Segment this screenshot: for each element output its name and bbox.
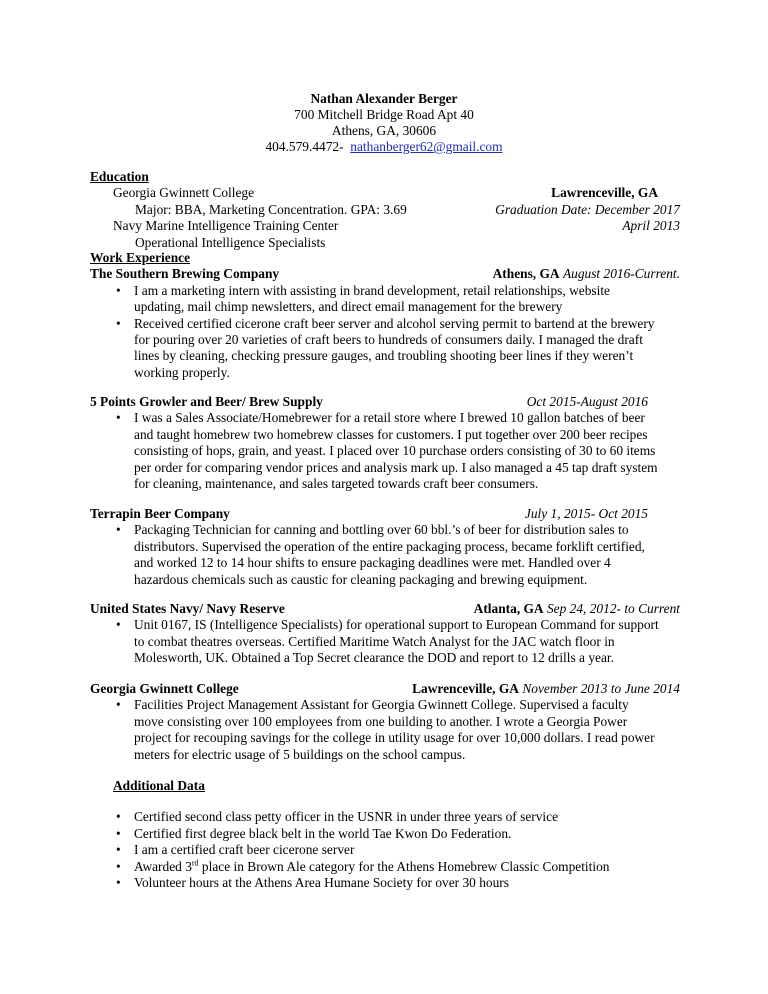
job-employer: Georgia Gwinnett College xyxy=(90,681,239,696)
job-employer: Terrapin Beer Company xyxy=(90,506,230,521)
job-bullet: • Unit 0167, IS (Intelligence Specialists) for operational support to European Command for support to combat theatres overseas. Certified Maritime Watch Analyst for the JAC watch floor in Molesworth, UK. Obtained a Top Secret clearance the DOD and report to 12 drills a year. xyxy=(116,617,659,666)
job-location: Lawrenceville, GA xyxy=(412,681,519,696)
additional-data-list xyxy=(90,809,680,891)
job-bullets xyxy=(90,697,680,763)
additional-item: • Certified second class petty officer in the USNR in under three years of service xyxy=(116,809,559,825)
school-2-detail: Operational Intelligence Specialists xyxy=(135,234,326,250)
candidate-name: Nathan Alexander Berger xyxy=(310,91,458,106)
work-experience-heading: Work Experience xyxy=(90,250,191,265)
job-entry xyxy=(90,266,680,381)
job-location: Athens, GA xyxy=(492,266,560,282)
additional-item: • I am a certified craft beer cicerone server xyxy=(116,842,355,858)
education-heading: Education xyxy=(90,169,149,184)
job-bullets xyxy=(90,283,680,381)
school-1-date: Graduation Date: December 2017 xyxy=(495,201,680,217)
job-employer: United States Navy/ Navy Reserve xyxy=(90,601,285,616)
additional-item-award: • Awarded 3rd place in Brown Ale category for the Athens Homebrew Classic Competition xyxy=(116,858,610,874)
job-bullet: • I am a marketing intern with assisting in brand development, retail relationships, website updating, mail chimp newsletters, and direct email management for the brewery xyxy=(116,282,610,315)
address-line-1: 700 Mitchell Bridge Road Apt 40 xyxy=(294,107,474,122)
job-dates: November 2013 to June 2014 xyxy=(522,681,680,696)
job-employer: The Southern Brewing Company xyxy=(90,266,280,282)
address-line-2: Athens, GA, 30606 xyxy=(331,123,437,138)
job-dates: July 1, 2015- Oct 2015 xyxy=(524,506,648,521)
job-entry xyxy=(90,681,680,763)
job-entry xyxy=(90,601,680,667)
job-bullet: • I was a Sales Associate/Homebrewer for a retail store where I brewed 10 gallon batches of beer and taught homebrew two homebrew classes for customers. I put together over 200 beer recipes consisting of hops, grain, and yeast. I placed over 10 purchase orders consisting of 30 to 60 items per order for comparing vendor prices and analysis mark up. I also managed a 45 tap draft system for cleaning, maintenance, and sales targeted towards craft beer consumers. xyxy=(116,410,658,492)
school-1-name: Georgia Gwinnett College xyxy=(113,185,255,201)
email-link[interactable]: nathanberger62@gmail.com xyxy=(350,139,503,154)
phone-number: 404.579.4472- xyxy=(265,139,344,154)
job-entry xyxy=(90,394,680,492)
job-bullets xyxy=(90,410,680,492)
job-bullets xyxy=(90,617,680,666)
work-experience-section xyxy=(90,250,680,381)
job-dates: Sep 24, 2012- to Current xyxy=(546,601,680,616)
education-section xyxy=(90,169,680,251)
job-bullet: • Packaging Technician for canning and bottling over 60 bbl.’s of beer for distribution sales to distributors. Supervised the operation of the entire packaging process, became forklift certified, and worked 12 to 14 hour shifts to ensure packaging deadlines were met. Handled over 4 hazardous chemicals such as caustic for cleaning packaging and brewing equipment. xyxy=(116,522,645,587)
additional-data-section xyxy=(90,778,680,891)
contact-line xyxy=(0,139,768,155)
job-location: Atlanta, GA xyxy=(473,601,544,616)
job-employer: 5 Points Growler and Beer/ Brew Supply xyxy=(90,394,323,409)
job-entry xyxy=(90,506,680,588)
additional-data-heading: Additional Data xyxy=(113,778,205,793)
additional-item: • Certified first degree black belt in the world Tae Kwon Do Federation. xyxy=(116,825,512,841)
job-dates: Oct 2015-August 2016 xyxy=(526,394,648,409)
job-bullets xyxy=(90,522,680,588)
additional-item: • Volunteer hours at the Athens Area Humane Society for over 30 hours xyxy=(116,875,509,891)
job-bullet: • Received certified cicerone craft beer server and alcohol serving permit to bartend at the brewery for pouring over 20 varieties of craft beers to hundreds of consumers daily. I managed the draft lines by cleaning, checking pressure gauges, and troubling shooting beer lines if they weren’t working properly. xyxy=(116,315,655,380)
school-2-name: Navy Marine Intelligence Training Center xyxy=(113,218,339,234)
school-1-detail: Major: BBA, Marketing Concentration. GPA: 3.69 xyxy=(135,201,407,217)
school-2-date: April 2013 xyxy=(622,218,680,234)
job-dates: August 2016-Current. xyxy=(562,266,680,282)
school-1-location: Lawrenceville, GA xyxy=(551,185,658,201)
job-bullet: • Facilities Project Management Assistant for Georgia Gwinnett College. Supervised a faculty move consisting over 100 employees from one building to another. I wrote a Georgia Power project for recouping savings for the college in utility usage for over 10,000 dollars. I read power meters for electric usage of 5 buildings on the school campus. xyxy=(116,697,655,762)
